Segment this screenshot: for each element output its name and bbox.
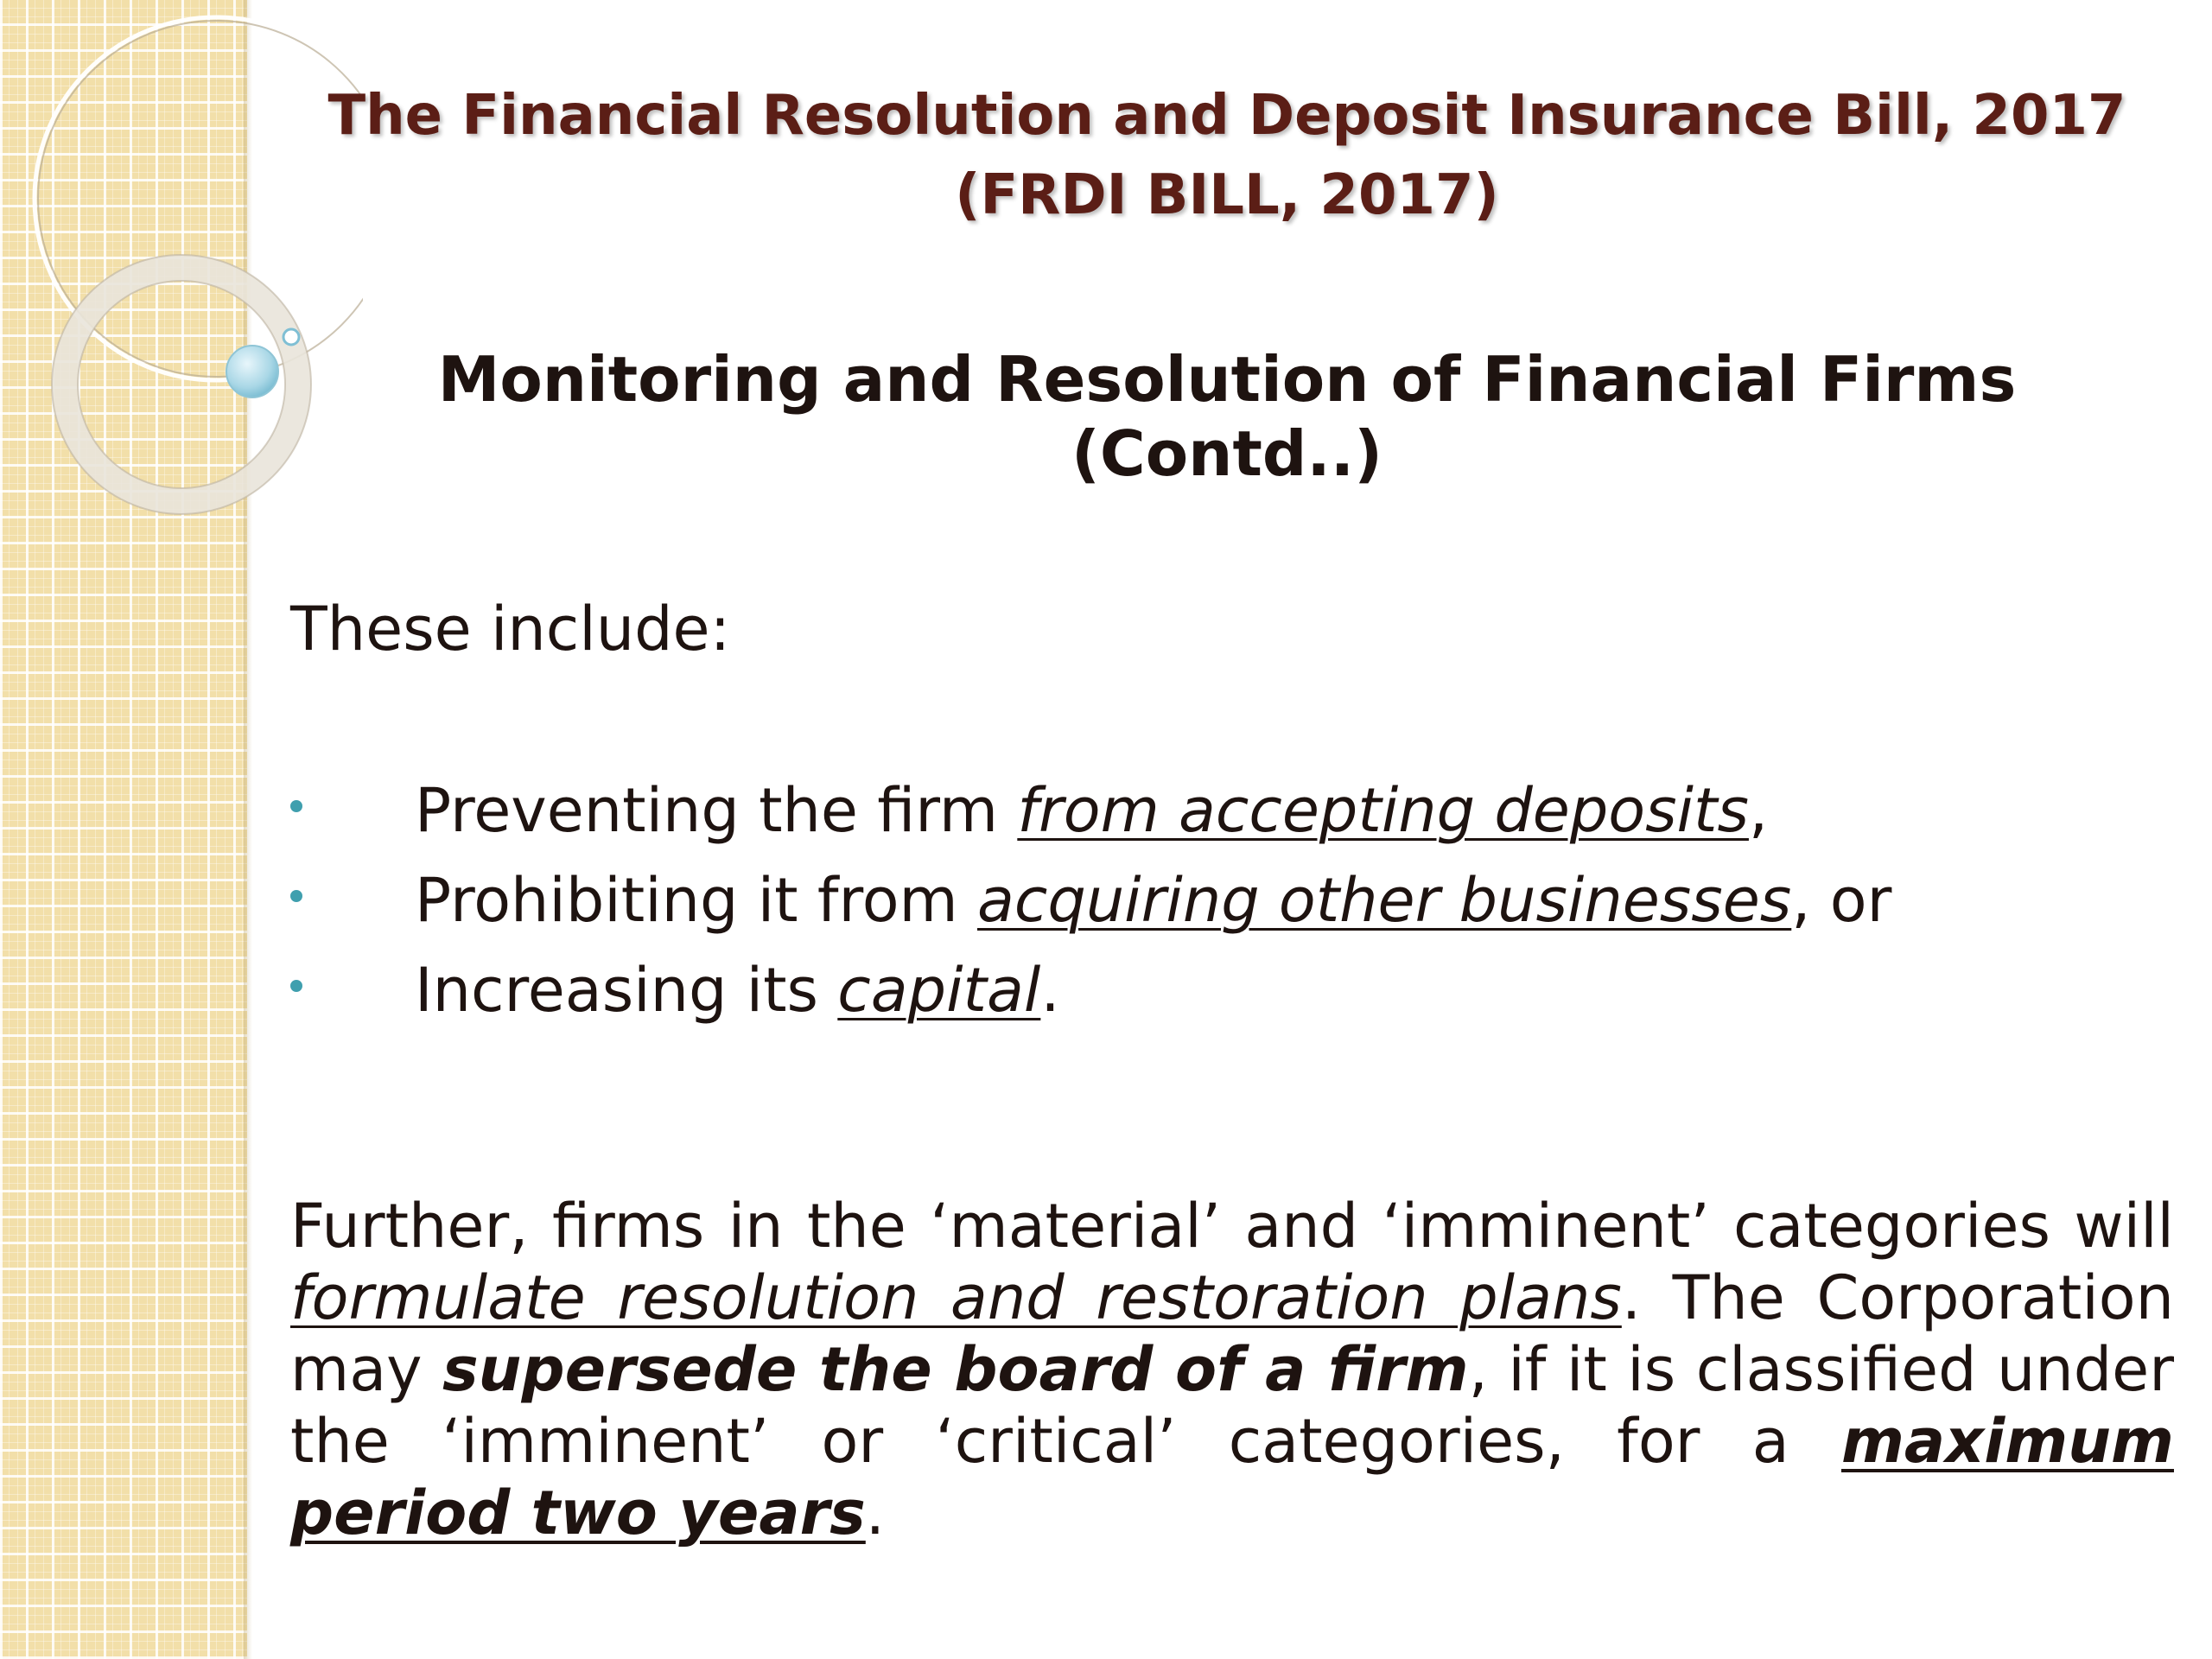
bullet-text-pre: Preventing the firm [415, 775, 1018, 846]
bubble-large [226, 346, 278, 397]
paragraph-emphasis: formulate resolution and restoration plans [290, 1262, 1622, 1333]
paragraph-text: Further, firms in the ‘material’ and ‘imminent’ categories will [290, 1191, 2174, 1262]
bullet-text-post: . [1040, 955, 1060, 1026]
bullet-text-pre: Prohibiting it from [415, 865, 977, 936]
bullet-item [285, 864, 2169, 954]
slide-title-line-1: The Financial Resolution and Deposit Insurance Bill, 2017 [327, 84, 2126, 148]
bullet-text-emphasis: capital [837, 955, 1041, 1026]
paragraph-text: . The Corporation may [290, 1262, 2174, 1405]
bullet-list [285, 774, 2169, 1044]
paragraph-text: , if it is classified under the ‘imminent’ or ‘critical’ categories, for a [290, 1334, 2175, 1477]
intro-text: These include: [290, 594, 731, 664]
bullet-item [285, 774, 2169, 864]
bullet-dot-icon [290, 980, 302, 992]
bullet-dot-icon [290, 800, 302, 812]
section-heading-line-2: (Contd..) [1071, 417, 1383, 490]
body-paragraph [290, 1191, 2174, 1549]
bullet-item [285, 954, 2169, 1044]
bullet-text-emphasis: acquiring other businesses [977, 865, 1792, 936]
paragraph-bold-italic: supersede the board of a firm [442, 1334, 1469, 1405]
bullet-text-pre: Increasing its [415, 955, 838, 1026]
section-heading-line-1: Monitoring and Resolution of Financial Firms [437, 343, 2017, 416]
paragraph-text: . [865, 1478, 886, 1548]
bullet-dot-icon [290, 890, 302, 902]
paragraph-bold-italic-underline: maximum period two years [290, 1406, 2174, 1548]
bullet-text-post: , or [1791, 865, 1892, 936]
bullet-text-emphasis: from accepting deposits [1017, 775, 1749, 846]
bullet-text-post: , [1748, 775, 1769, 846]
slide-title-line-2: (FRDI BILL, 2017) [955, 163, 1499, 227]
